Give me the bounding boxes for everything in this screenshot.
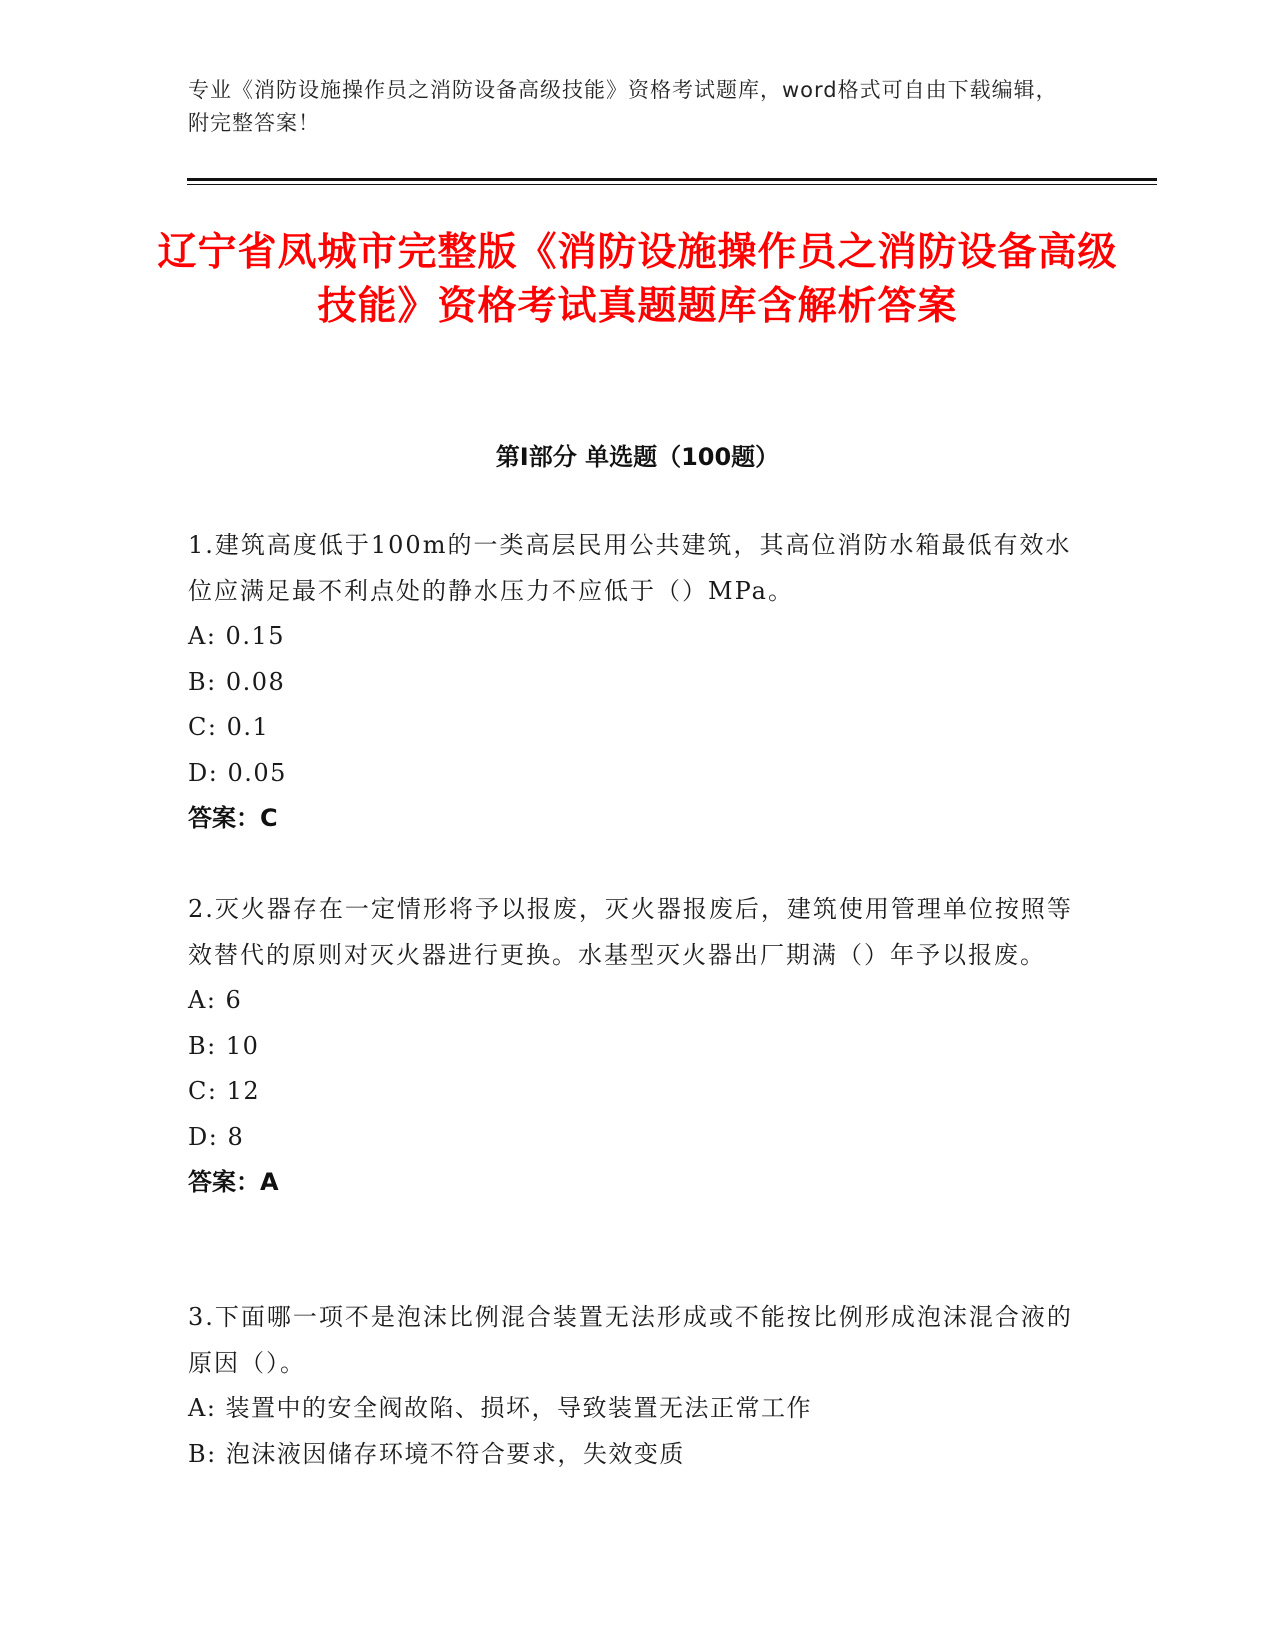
question-2 bbox=[188, 886, 1078, 1206]
option-a: A: 装置中的安全阀故陷、损坏，导致装置无法正常工作 bbox=[188, 1394, 813, 1422]
option-b: B: 0.08 bbox=[188, 667, 286, 696]
question-stem: 2.灭火器存在一定情形将予以报废，灭火器报废后，建筑使用管理单位按照等效替代的原则对灭火器进行更换。水基型灭火器出厂期满（）年予以报废。 bbox=[188, 895, 1073, 969]
option-c: C: 12 bbox=[188, 1077, 261, 1105]
header-note: 专业《消防设施操作员之消防设备高级技能》资格考试题库，word格式可自由下载编辑，附完整答案！ bbox=[188, 78, 1058, 135]
question-stem: 3.下面哪一项不是泡沫比例混合装置无法形成或不能按比例形成泡沫混合液的原因（）。 bbox=[188, 1303, 1073, 1377]
option-a: A: 0.15 bbox=[188, 622, 285, 650]
question-3 bbox=[188, 1294, 1078, 1477]
answer-line: 答案：A bbox=[188, 1168, 279, 1196]
header-divider-thick bbox=[187, 178, 1157, 181]
option-a: A: 6 bbox=[188, 986, 243, 1014]
section-heading: 第Ⅰ部分 单选题（100题） bbox=[495, 443, 780, 471]
option-d: D: 8 bbox=[188, 1122, 245, 1151]
answer-line: 答案：C bbox=[188, 804, 278, 832]
header-divider-thin bbox=[187, 184, 1157, 185]
option-d: D: 0.05 bbox=[188, 758, 287, 787]
question-1 bbox=[188, 522, 1078, 842]
question-stem: 1.建筑高度低于100m的一类高层民用公共建筑，其高位消防水箱最低有效水位应满足最不利点处的静水压力不应低于（）MPa。 bbox=[188, 531, 1072, 605]
option-c: C: 0.1 bbox=[188, 713, 270, 741]
document-title: 辽宁省凤城市完整版《消防设施操作员之消防设备高级技能》资格考试真题题库含解析答案 bbox=[157, 230, 1118, 329]
option-b: B: 10 bbox=[188, 1031, 260, 1060]
option-b: B: 泡沫液因储存环境不符合要求，失效变质 bbox=[188, 1439, 685, 1468]
